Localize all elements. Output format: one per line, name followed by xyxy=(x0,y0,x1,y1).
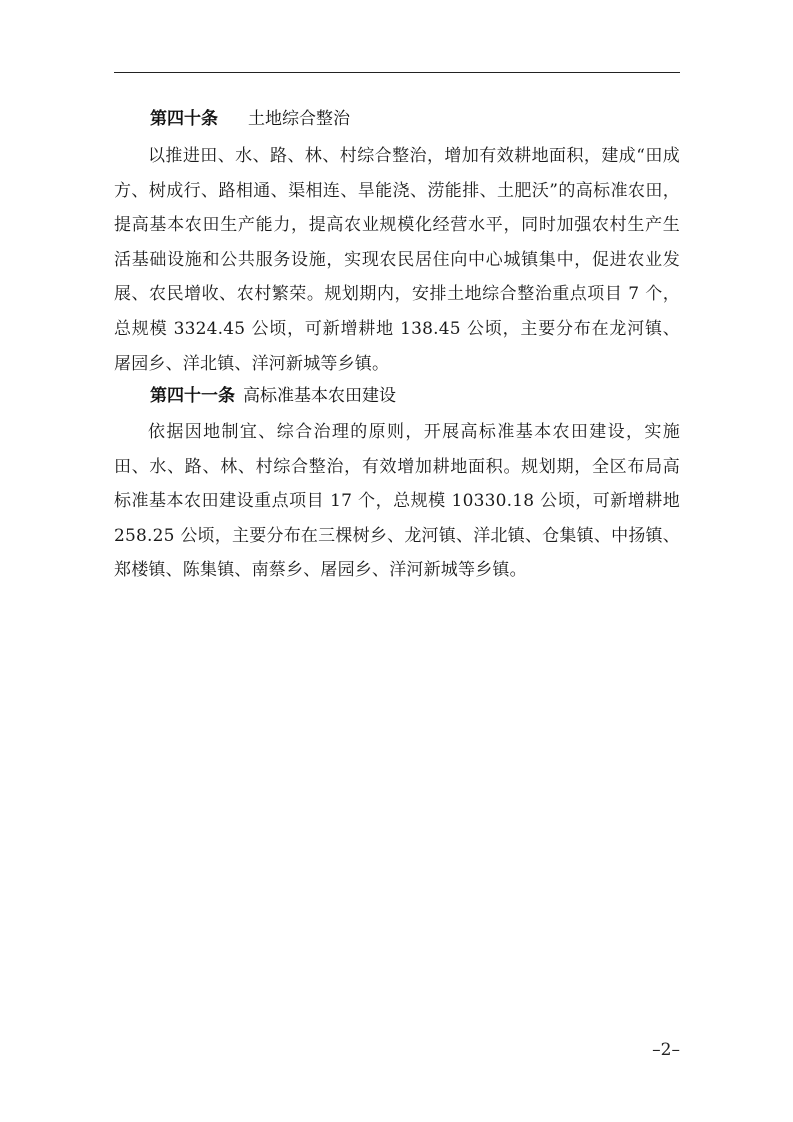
article-number: 第四十一条 xyxy=(150,386,235,406)
header-rule xyxy=(114,72,680,73)
article-title: 土地综合整治 xyxy=(248,109,350,129)
article-body: 依据因地制宜、综合治理的原则，开展高标准基本农田建设，实施田、水、路、林、村综合整治，有效增加耕地面积。规划期，全区布局高标准基本农田建设重点项目 17 个，总规模 10330.18 公顷，可新增耕地 258.25 公顷，主要分布在三棵树乡、龙河镇、洋北镇、仓集镇、中扬镇、郑楼镇、陈集镇、南蔡乡、屠园乡、洋河新城等乡镇。 xyxy=(114,422,680,581)
article-body: 以推进田、水、路、林、村综合整治，增加有效耕地面积，建成“田成方、树成行、路相通、渠相连、旱能浇、涝能排、土肥沃”的高标准农田，提高基本农田生产能力，提高农业规模化经营水平，同时加强农村生产生活基础设施和公共服务设施，实现农民居住向中心城镇集中，促进农业发展、农民增收、农村繁荣。规划期内，安排土地综合整治重点项目 7 个，总规模 3324.45 公顷，可新增耕地 138.45 公顷，主要分布在龙河镇、屠园乡、洋北镇、洋河新城等乡镇。 xyxy=(114,146,680,374)
page-number: –2– xyxy=(652,1040,680,1060)
article-number: 第四十条 xyxy=(150,109,218,129)
article-heading xyxy=(150,385,396,407)
article-heading xyxy=(150,108,350,130)
article-title: 高标准基本农田建设 xyxy=(243,386,396,406)
